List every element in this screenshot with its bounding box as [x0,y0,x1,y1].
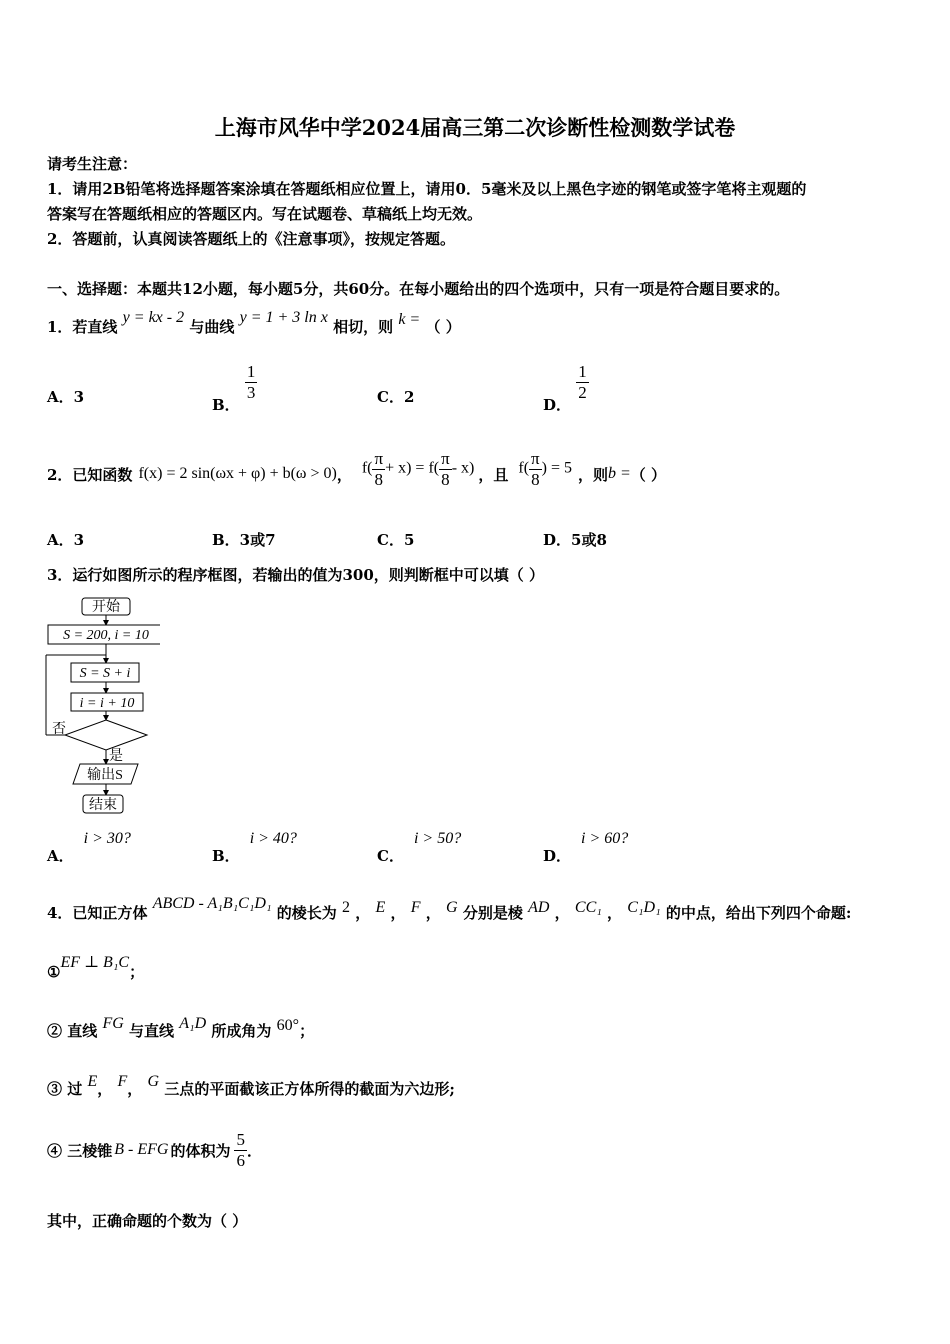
q1-curve-eq: y = 1 + 3 ln x [239,309,328,326]
flow-yes: 是 [109,749,123,764]
q1-text-1: 1．若直线 [47,318,118,336]
q4-statement-1: ①EF ⊥ B₁C； [47,954,145,981]
q2-option-d[interactable]: D．5或8 [543,531,607,549]
q1-text-4: （ ） [425,318,461,336]
question-1-stem [47,309,461,337]
q1-b-label: B． [212,396,240,415]
q1-text-3: 相切，则 [333,318,394,336]
flow-start: 开始 [92,600,120,615]
q2-b: b = [608,465,631,482]
q4-statement-4: ④ 三棱锥 B - EFG 的体积为 $\frac{5}{6}$ ． [47,1129,262,1170]
notes-line-1a: 1．请用2B铅笔将选择题答案涂填在答题纸相应位置上，请用0．5毫米及以上黑色字迹的钢笔或签字笔将主观题的 [47,180,807,198]
flow-end: 结束 [89,798,117,813]
q1-b-fraction: $\frac{1}{3}$ [246,362,256,402]
q2-value: f( $\frac{\pi}{8}$ ) = 5 [518,448,572,489]
q4-statement-3: ③ 过 E， F， G 三点的平面截该正方体所得的截面为六边形; [47,1073,455,1098]
q2-text-5: （ ） [630,465,667,484]
q3-option-a[interactable]: A．i > 30? [47,830,131,865]
flowchart [40,592,160,820]
q1-k: k = [398,311,421,328]
flow-decision [65,720,147,750]
q3-option-c[interactable]: C．i > 50? [377,830,462,865]
q1-line-eq: y = kx - 2 [122,309,185,326]
notes-line-1b: 答案写在答题纸相应的答题区内。写在试题卷、草稿纸上均无效。 [47,205,483,223]
q2-option-c[interactable]: C．5 [377,531,415,549]
q2-text-2: ， [336,465,352,484]
question-2-stem [47,448,667,496]
q1-option-a[interactable]: A．3 [47,388,85,406]
q1-d-label: D． [543,396,572,415]
flow-step1: S = S + i [79,666,131,681]
q1-option-d[interactable] [543,362,589,415]
q2-symmetry: f( $\frac{\pi}{8}$ + x) = f( $\frac{\pi}{8}$ - x) [361,448,475,489]
notes-line-2: 2．答题前，认真阅读答题纸上的《注意事项》，按规定答题。 [47,230,455,248]
flow-no: 否 [52,722,66,737]
flow-init: S = 200, i = 10 [63,628,149,643]
notes-heading: 请考生注意： [47,155,138,173]
flow-output: 输出S [87,768,123,783]
q1-option-b[interactable] [212,362,257,415]
question-3-stem: 3．运行如图所示的程序框图，若输出的值为300，则判断框中可以填（ ） [47,566,544,584]
q3-option-b[interactable]: B．i > 40? [212,830,297,865]
page-title: 上海市风华中学2024届高三第二次诊断性检测数学试卷 [214,115,736,140]
question-4-stem: 4．已知正方体 ABCD - A₁B₁C₁D₁ 的棱长为 2 ， E ， F ， G 分别是棱 AD ， CC₁ ， C₁D₁ 的中点，给出下列四个命题: [47,895,852,922]
section-heading: 一、选择题：本题共12小题，每小题5分，共60分。在每小题给出的四个选项中，只有一项是符合题目要求的。 [47,280,790,298]
q2-text-1: 2．已知函数 [47,465,133,484]
q2-text-3: ，且 [478,465,509,484]
q1-d-fraction: $\frac{1}{2}$ [578,362,587,402]
q2-option-a[interactable]: A．3 [47,531,85,549]
q1-text-2: 与曲线 [189,318,235,336]
flow-step2: i = i + 10 [79,696,135,711]
q1-option-c[interactable]: C．2 [377,388,415,406]
q3-option-d[interactable]: D．i > 60? [543,830,629,865]
q2-text-4: ，则 [577,465,608,484]
q2-option-b[interactable]: B．3或7 [212,531,276,549]
q2-function: f(x) = 2 sin(ωx + φ) + b(ω > 0) [138,465,337,482]
q4-ask: 其中，正确命题的个数为（ ） [47,1212,248,1230]
q4-statement-2: ② 直线 FG 与直线 A₁D 所成角为 60°； [47,1015,315,1040]
